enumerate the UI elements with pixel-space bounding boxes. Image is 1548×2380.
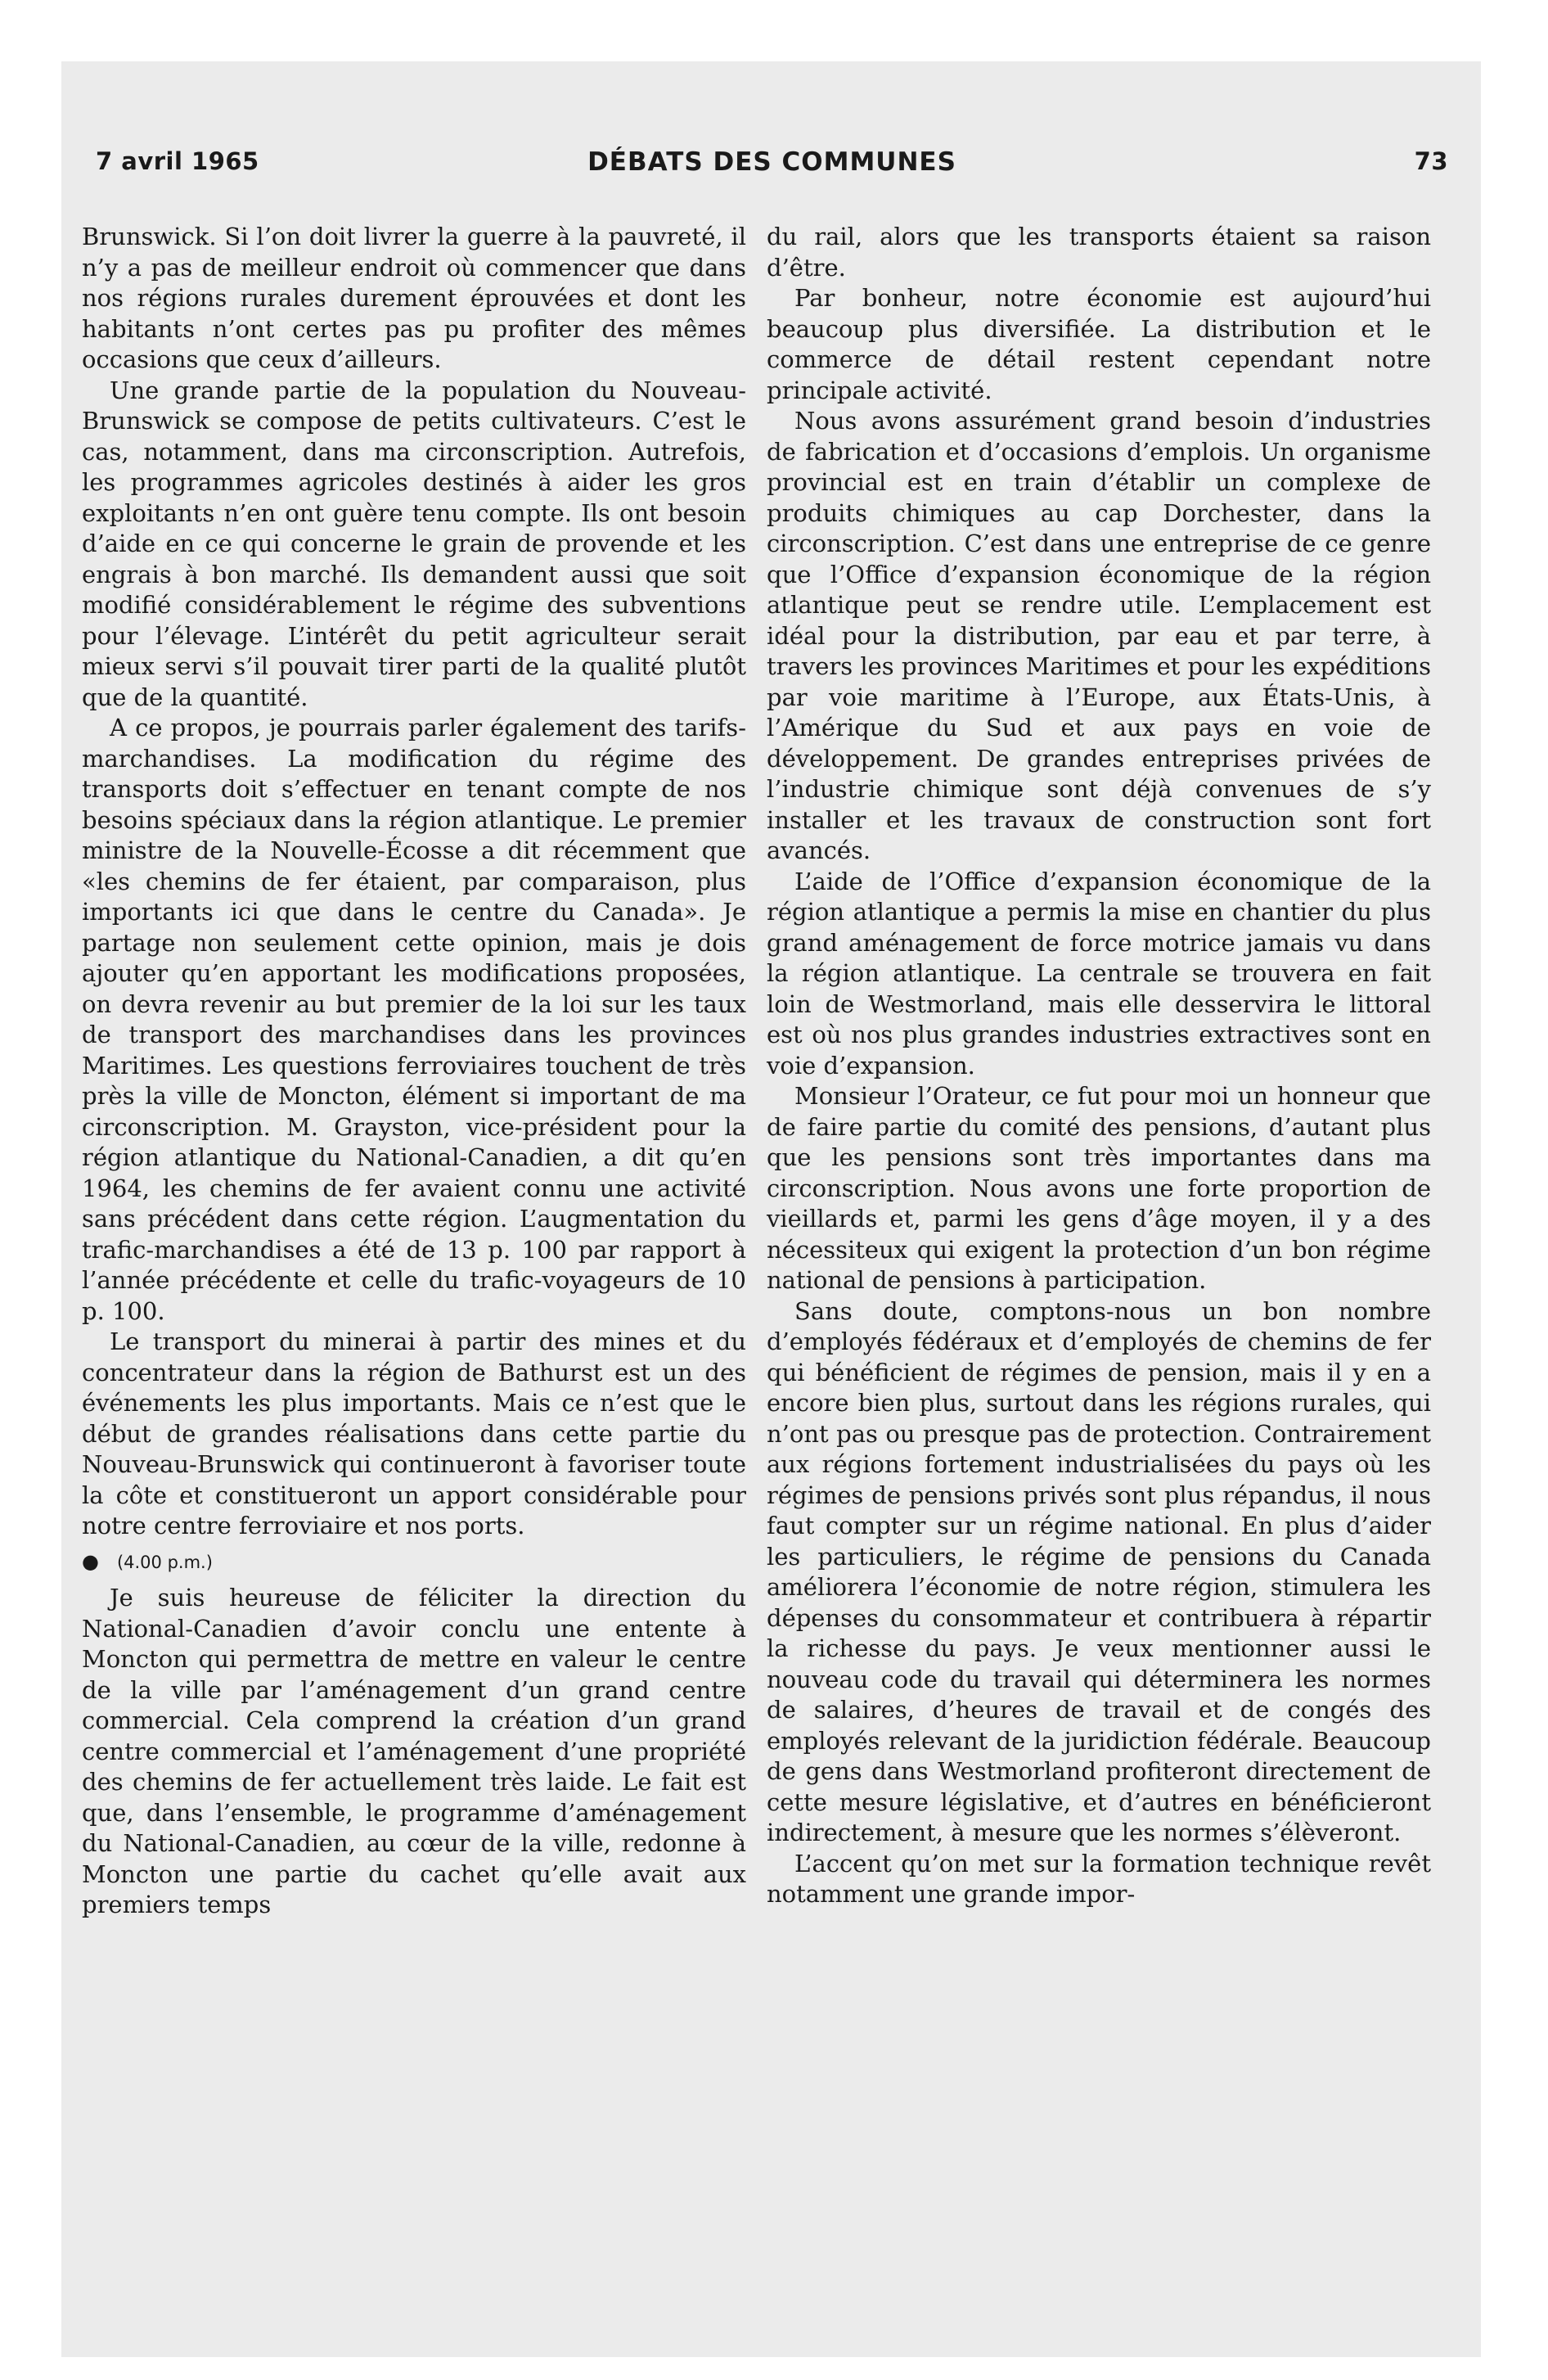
right-column (767, 222, 1431, 1910)
page-sheet (61, 61, 1481, 2357)
time-marker-text: (4.00 p.m.) (116, 1552, 213, 1572)
paragraph: Monsieur l’Orateur, ce fut pour moi un honneur que de faire partie du comité des pensions, d’autant plus que les pensions sont très importantes dans ma circonscription. Nous avons une forte proportion de vieillards et, parmi les gens d’âge moyen, il y a des nécessiteux qui exigent la protection d’un bon régime national de pensions à participation. (767, 1082, 1431, 1294)
bullet-icon: ● (82, 1549, 99, 1573)
paragraph: Sans doute, comptons-nous un bon nombre d’employés fédéraux et d’employés de chemins de fer qui bénéficient de régimes de pension, mais il y en a encore bien plus, surtout dans les régions rurales, qui n’ont pas ou presque pas de protection. Contrairement aux régions fortement industrialisées du pays où les régimes de pensions privés sont plus répandus, il nous faut compter sur un régime national. En plus d’aider les particuliers, le régime de pensions du Canada améliorera l’économie de notre région, stimulera les dépenses du consommateur et contribuera à répartir la richesse du pays. Je veux mentionner aussi le nouveau code du travail qui déterminera les normes de salaires, d’heures de travail et de congés des employés relevant de la juridiction fédérale. Beaucoup de gens dans Westmorland profiteront directement de cette mesure législative, et d’autres en bénéficieront indirectement, à mesure que les normes s’élèveront. (767, 1296, 1431, 1846)
paragraph: Par bonheur, notre économie est aujourd’hui beaucoup plus diversifiée. La distribution et le commerce de détail restent cependant notre principale activité. (767, 284, 1431, 404)
paragraph: Brunswick. Si l’on doit livrer la guerre à la pauvreté, il n’y a pas de meilleur endroit où commencer que dans nos régions rurales durement éprouvées et dont les habitants n’ont certes pas pu profiter des mêmes occasions que ceux d’ailleurs. (82, 223, 746, 373)
header-title: DÉBATS DES COMMUNES (587, 147, 956, 177)
header-date: 7 avril 1965 (96, 147, 259, 175)
header-page-number: 73 (1414, 147, 1448, 175)
paragraph: Nous avons assurément grand besoin d’industries de fabrication et d’occasions d’emplois. Un organisme provincial est en train d’établir un complexe de produits chimiques au cap Dorchester, dans la circonscription. C’est dans une entreprise de ce genre que l’Office d’expansion économique de la région atlantique peut se rendre utile. L’emplacement est idéal pour la distribution, par eau et par terre, à travers les provinces Maritimes et pour les expéditions par voie maritime à l’Europe, aux États-Unis, à l’Amérique du Sud et aux pays en voie de développement. De grandes entreprises privées de l’industrie chimique sont déjà convenues de s’y installer et les travaux de construction sont fort avancés. (767, 407, 1431, 864)
paragraph: L’accent qu’on met sur la formation technique revêt notamment une grande impor- (767, 1849, 1431, 1908)
paragraph: Je suis heureuse de féliciter la direction du National-Canadien d’avoir conclu une entente à Moncton qui permettra de mettre en valeur le centre de la ville par l’aménagement d’un grand centre commercial. Cela comprend la création d’un grand centre commercial et l’aménagement d’une propriété des chemins de fer actuellement très laide. Le fait est que, dans l’ensemble, le programme d’aménagement du National-Canadien, au cœur de la ville, redonne à Moncton une partie du cachet qu’elle avait aux premiers temps (82, 1584, 746, 1918)
paragraph: A ce propos, je pourrais parler également des tarifs-marchandises. La modification du régime des transports doit s’effectuer en tenant compte de nos besoins spéciaux dans la région atlantique. Le premier ministre de la Nouvelle-Écosse a dit récemment que «les chemins de fer étaient, par comparaison, plus importants ici que dans le centre du Canada». Je partage non seulement cette opinion, mais je dois ajouter qu’en apportant les modifications proposées, on devra revenir au but premier de la loi sur les taux de transport des marchandises dans les provinces Maritimes. Les questions ferroviaires touchent de très près la ville de Moncton, élément si important de ma circonscription. M. Grayston, vice-président pour la région atlantique du National-Canadien, a dit qu’en 1964, les chemins de fer avaient connu une activité sans précédent dans cette région. L’augmentation du trafic-marchandises a été de 13 p. 100 par rapport à l’année précédente et celle du trafic-voyageurs de 10 p. 100. (82, 714, 746, 1325)
paragraph: Le transport du minerai à partir des mines et du concentrateur dans la région de Bathurst est un des événements les plus importants. Mais ce n’est que le début de grandes réalisations dans cette partie du Nouveau-Brunswick qui continueront à favoriser toute la côte et constitueront un apport considérable pour notre centre ferroviaire et nos ports. (82, 1327, 746, 1539)
paragraph: Une grande partie de la population du Nouveau-Brunswick se compose de petits cultivateurs. C’est le cas, notamment, dans ma circonscription. Autrefois, les programmes agricoles destinés à aider les gros exploitants n’en ont guère tenu compte. Ils ont besoin d’aide en ce qui concerne le grain de provende et les engrais à bon marché. Ils demandent aussi que soit modifié considérablement le régime des subventions pour l’élevage. L’intérêt du petit agriculteur serait mieux servi s’il pouvait tirer parti de la qualité plutôt que de la quantité. (82, 376, 746, 711)
time-marker (82, 1547, 746, 1579)
page-header (96, 147, 1448, 188)
paragraph: du rail, alors que les transports étaient sa raison d’être. (767, 223, 1431, 282)
paragraph: L’aide de l’Office d’expansion économique de la région atlantique a permis la mise en chantier du plus grand aménagement de force motrice jamais vu dans la région atlantique. La centrale se trouvera en fait loin de Westmorland, mais elle desservira le littoral est où nos plus grandes industries extractives sont en voie d’expansion. (767, 867, 1431, 1080)
left-column (82, 222, 746, 1921)
